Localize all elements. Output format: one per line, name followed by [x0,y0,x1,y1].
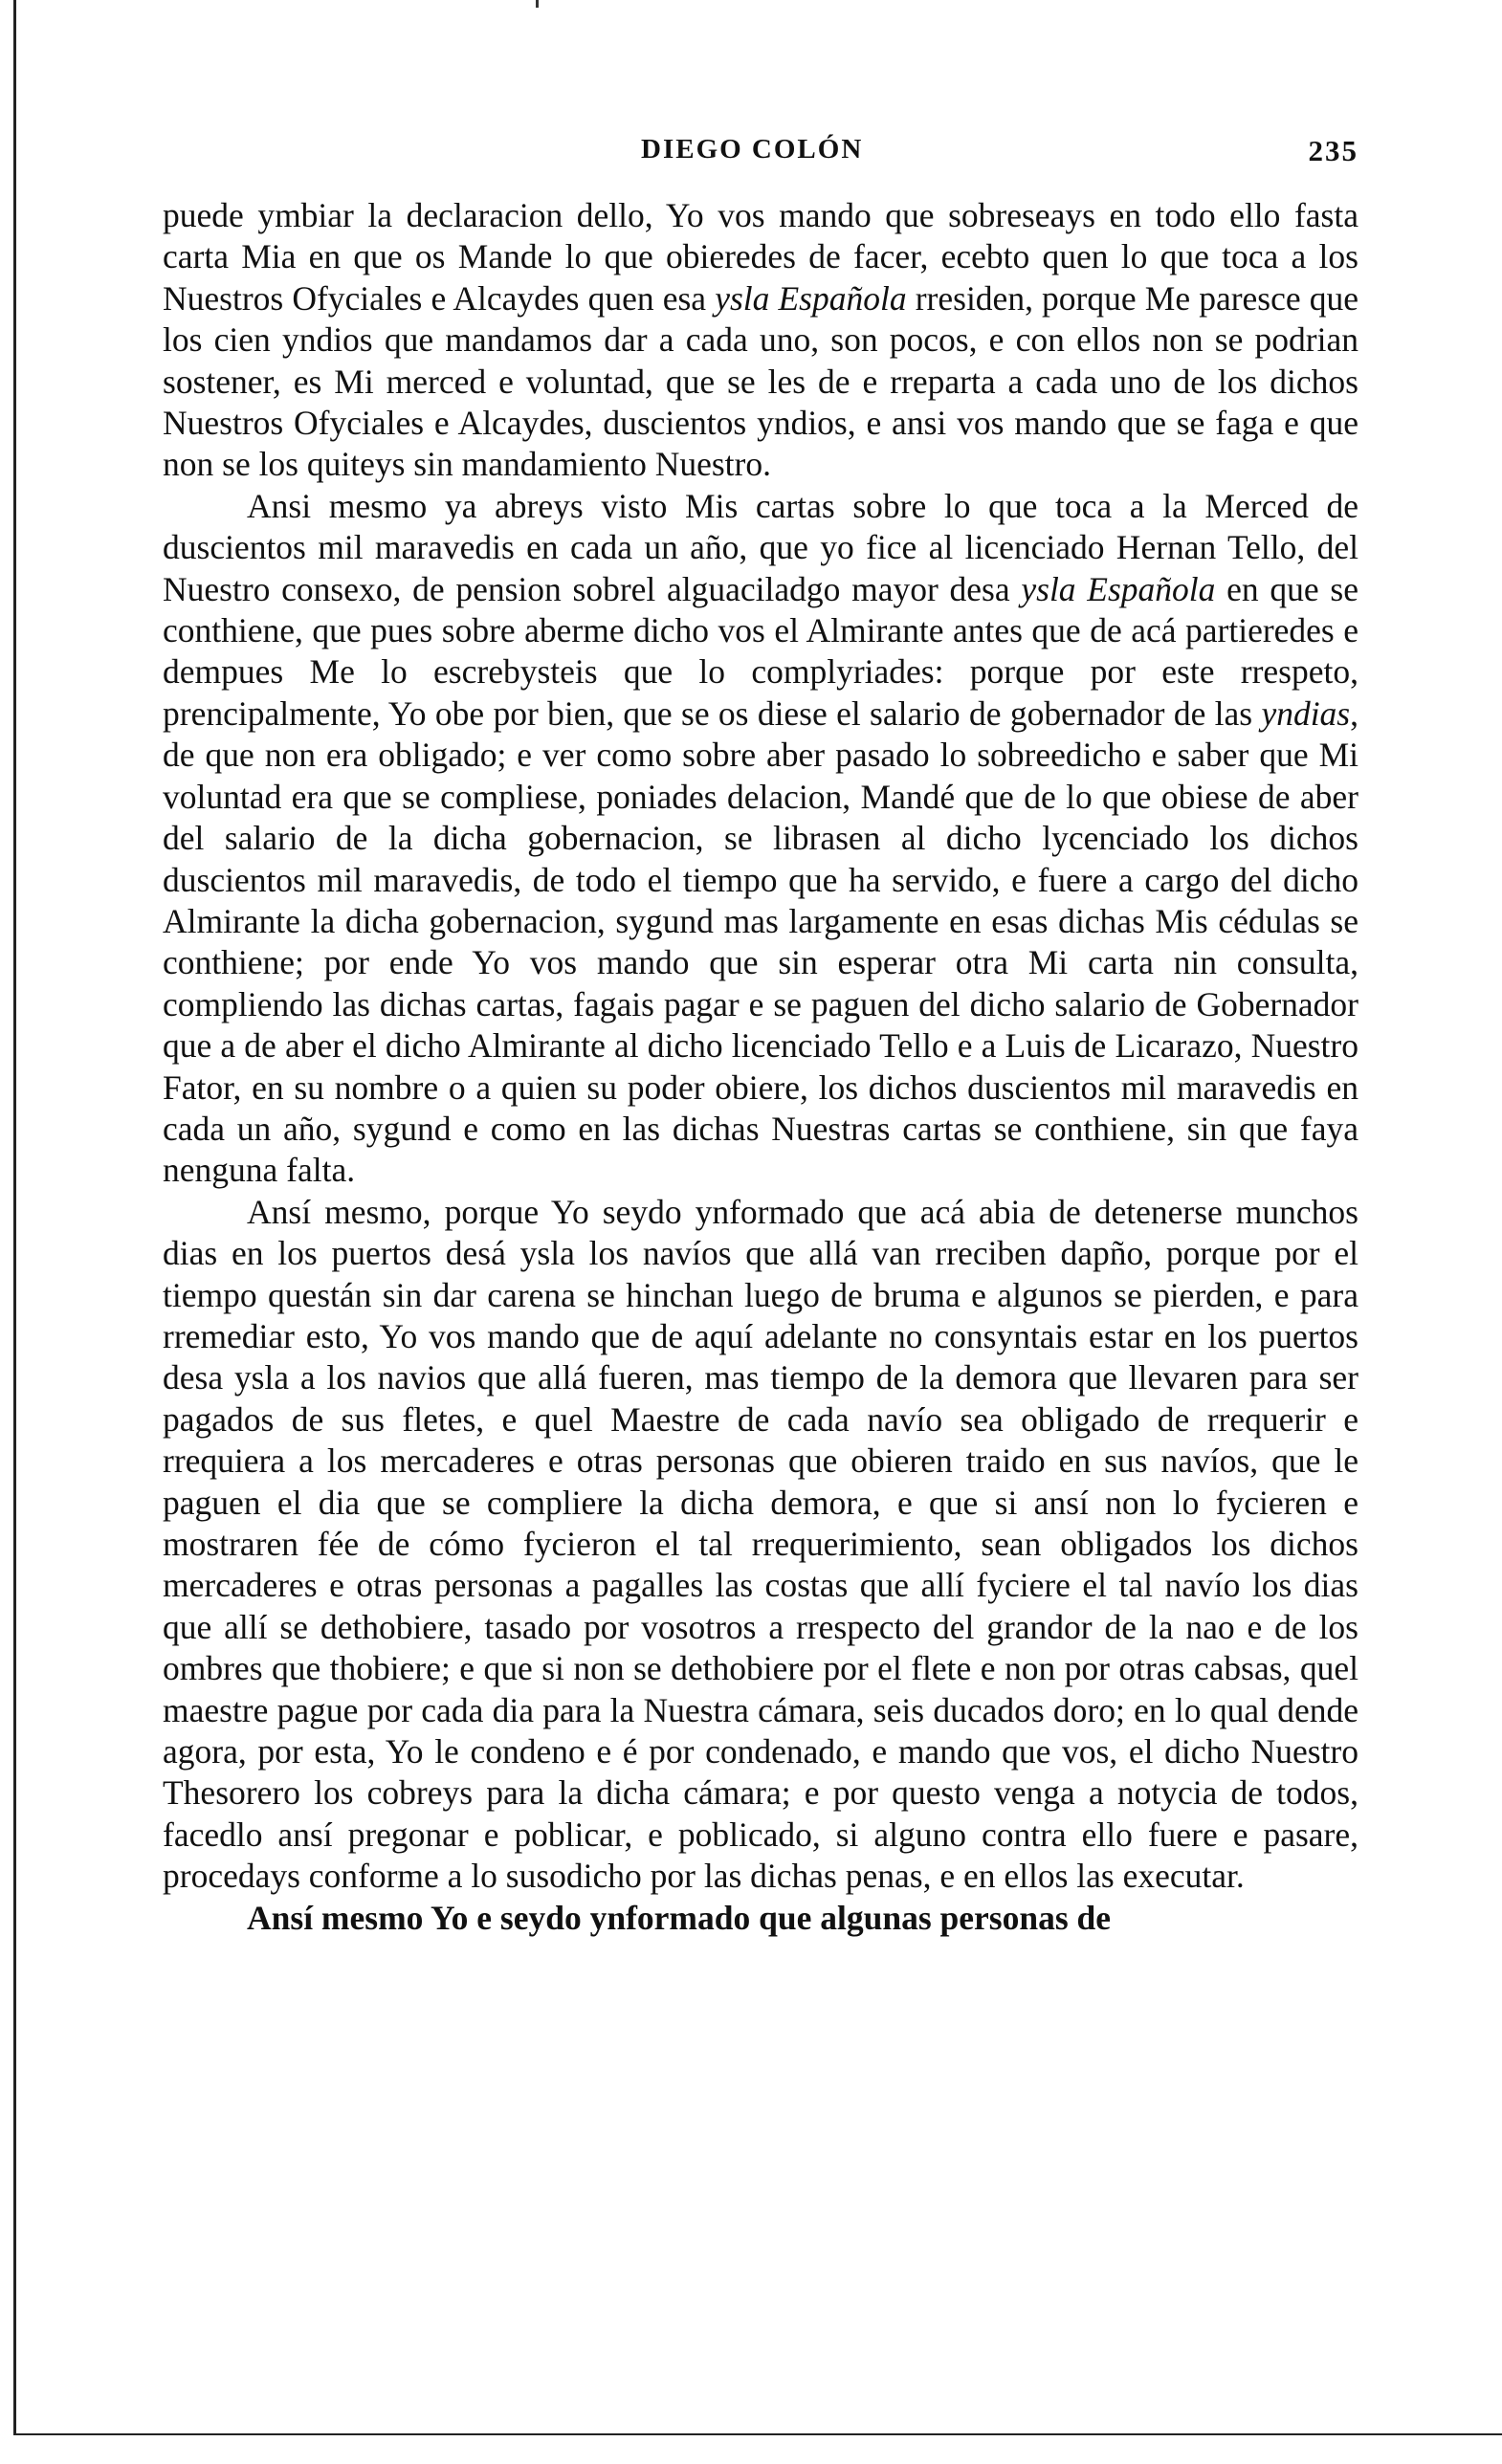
text-run: rresiden, porque Me paresce que los cien yndios que mandamos dar a cada uno, son pocos, e con ellos non se podrian sostener, es Mi merced e voluntad, que se les de e rreparta a cada uno de los dichos Nuestros Ofyciales e Alcaydes, duscientos yndios, e ansi vos mando que se faga e que non se los quiteys sin mandamiento Nuestro. [163,278,1358,484]
italic-text: yndias [1261,693,1351,733]
text-run: puede ymbiar la declaracion dello, Yo vos mando que sobreseays en todo ello fasta carta Mia en que os Mande lo que obieredes de facer, ecebto quen lo que toca a los Nuestros Ofyciales e Alcaydes quen esa [163,196,1358,318]
top-margin-mark [536,0,539,8]
body-text [163,195,1358,1939]
running-title: DIEGO COLÓN [641,134,864,165]
bottom-page-edge [13,2433,1502,2435]
page-number: 235 [1308,134,1358,167]
italic-text: ysla Española [1021,569,1216,608]
left-page-edge [13,0,16,2435]
paragraph [163,1192,1358,1898]
text-run: Ansí mesmo Yo e seydo ynformado que algunas personas de [247,1898,1112,1937]
text-run: Ansi mesmo ya abreys visto Mis cartas sobre lo que toca a la Merced de duscientos mil maravedis en cada un año, que yo fice al licenciado Hernan Tello, del Nuestro consexo, de pension sobrel alguaciladgo mayor desa [163,486,1358,608]
italic-text: ysla Española [715,278,907,318]
text-run: , de que non era obligado; e ver como sobre aber pasado lo sobreedicho e saber que Mi voluntad era que se compliese, poniades delacion, Mandé que de lo que obiese de aber del salario de la dicha gobernacion, se librasen al dicho lycenciado los dichos duscientos mil maravedis, de todo el tiempo que ha servido, e fuere a cargo del dicho Almirante la dicha gobernacion, sygund mas largamente en esas dichas Mis cédulas se conthiene; por ende Yo vos mando que sin esperar otra Mi carta nin consulta, compliendo las dichas cartas, fagais pagar e se paguen del dicho salario de Gobernador que a de aber el dicho Almirante al dicho licenciado Tello e a Luis de Licarazo, Nuestro Fator, en su nombre o a quien su poder obiere, los dichos duscientos mil maravedis en cada un año, sygund e como en las dichas Nuestras cartas se conthiene, sin que faya nenguna falta. [163,693,1358,1190]
running-head [163,134,1358,172]
paragraph [163,486,1358,1192]
text-run: Ansí mesmo, porque Yo seydo ynformado que acá abia de detenerse munchos dias en los puertos desá ysla los navíos que allá van rreciben dapño, porque por el tiempo questán sin dar carena se hinchan luego de bruma e algunos se pierden, e para rremediar esto, Yo vos mando que de aquí adelante no consyntais estar en los puertos desa ysla a los navios que allá fueren, mas tiempo de la demora que llevaren para ser pagados de sus fletes, e quel Maestre de cada navío sea obligado de rrequerir e rrequiera a los mercaderes e otras personas que obieren traido en sus navíos, que le paguen el dia que se compliere la dicha demora, e que si ansí non lo fycieren e mostraren fée de cómo fycieron el tal rrequerimiento, sean obligados los dichos mercaderes e otras personas a pagalles las costas que allí fyciere el tal navío los dias que allí se dethobiere, tasado por vosotros a rrespecto del grandor de la nao e de los ombres que thobiere; e que si non se dethobiere por el flete e non por otras cabsas, quel maestre pague por cada dia para la Nuestra cámara, seis ducados doro; en lo qual dende agora, por esta, Yo le condeno e é por condenado, e mando que vos, el dicho Nuestro Thesorero los cobreys para la dicha cámara; e por questo venga a notycia de todos, facedlo ansí pregonar e poblicar, e poblicado, si alguno contra ello fuere e pasare, procedays conforme a lo susodicho por las dichas penas, e en ellos las executar. [163,1192,1358,1896]
paragraph [163,195,1358,486]
paragraph [163,1898,1358,1939]
text-run: en que se conthiene, que pues sobre aberme dicho vos el Almirante antes que de acá partieredes e dempues Me lo escrebysteis que lo complyriades: porque por este rrespeto, prencipalmente, Yo obe por bien, que se os diese el salario de gobernador de las [163,569,1358,733]
